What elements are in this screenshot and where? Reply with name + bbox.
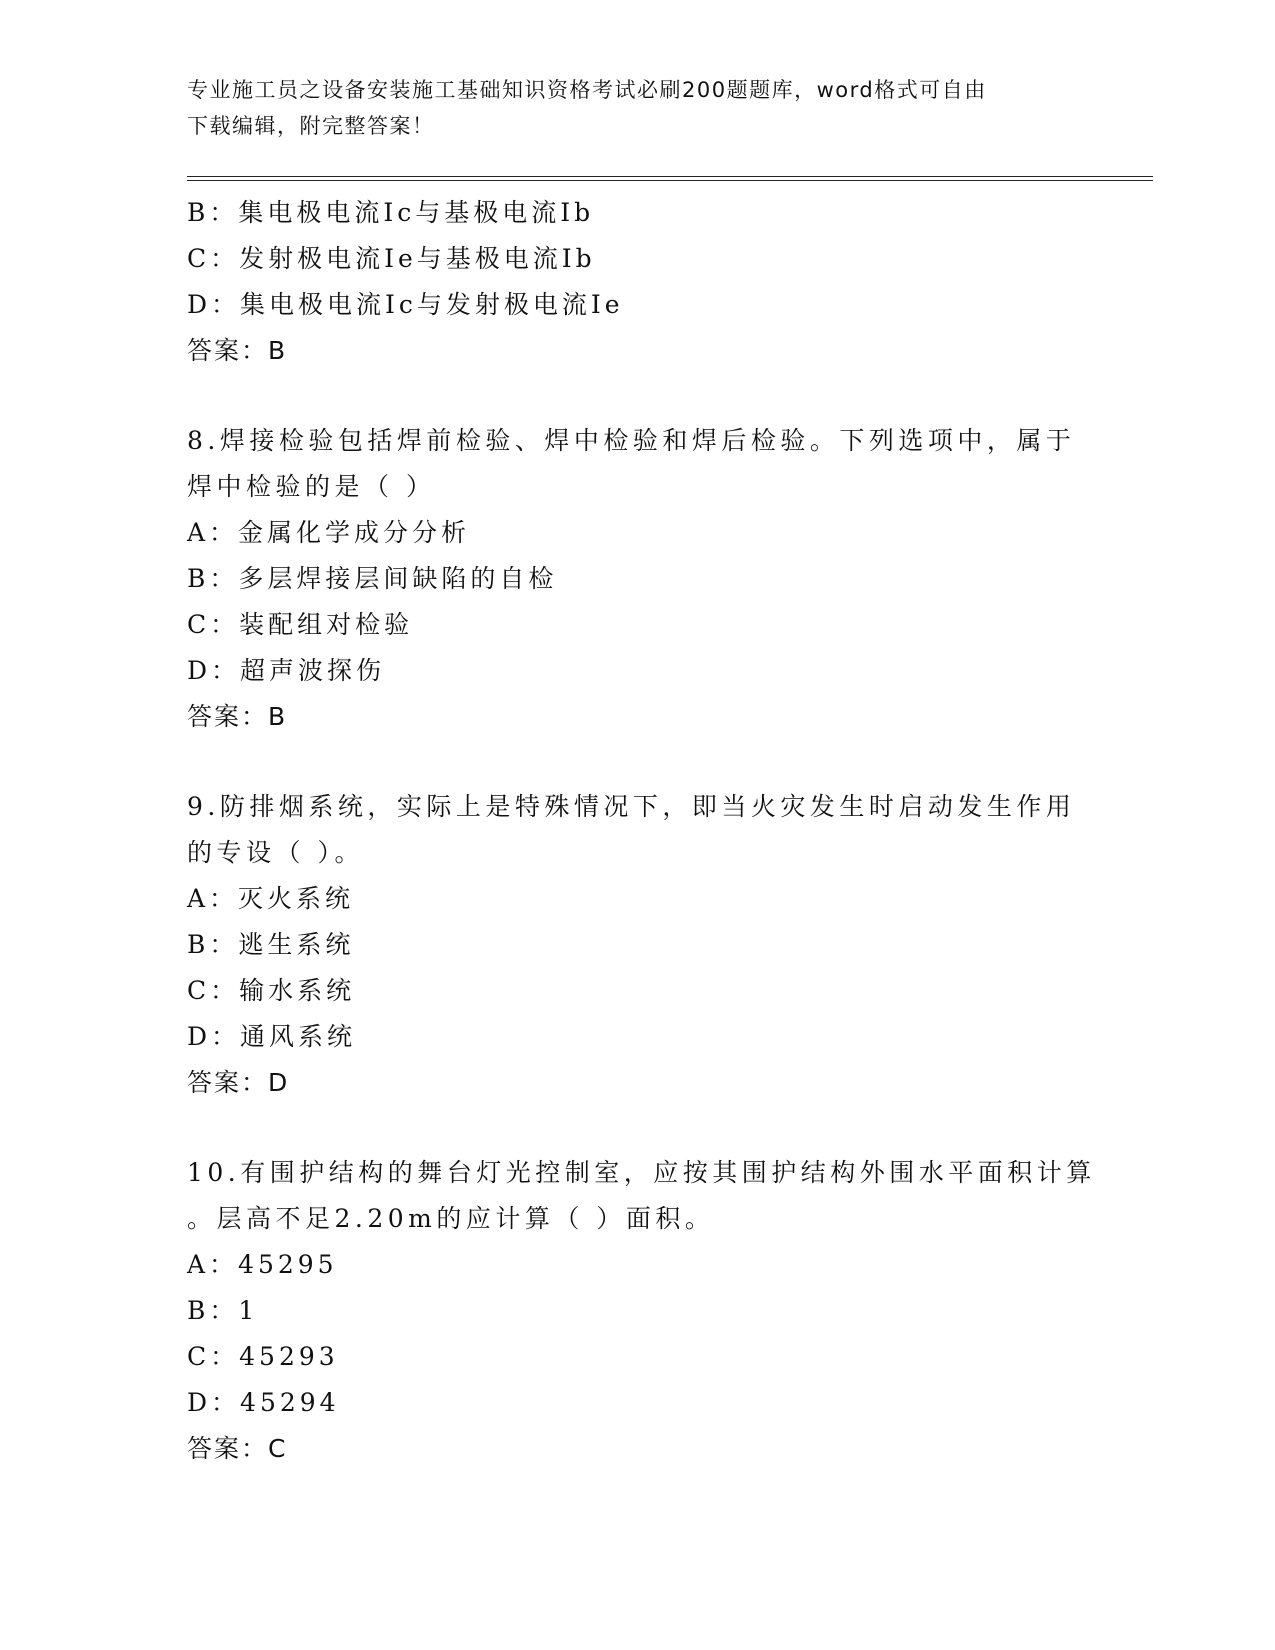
option-a: A：45295: [187, 1250, 338, 1279]
option-d: D：集电极电流Ic与发射极电流Ie: [187, 290, 624, 319]
option-a: A：灭火系统: [187, 884, 355, 913]
document-header: [187, 72, 1087, 144]
question-stem-line-2: 的专设（ ）。: [187, 838, 364, 867]
option-a: A：金属化学成分分析: [187, 518, 471, 547]
question-stem-line-1: 9.防排烟系统，实际上是特殊情况下，即当火灾发生时启动发生作用: [187, 792, 1076, 821]
question-stem-line-1: 8.焊接检验包括焊前检验、焊中检验和焊后检验。下列选项中，属于: [187, 426, 1076, 455]
question-stem-line-2: 。层高不足2.20m的应计算（ ）面积。: [187, 1204, 715, 1233]
header-divider-top: [187, 176, 1153, 177]
answer-line: 答案：B: [187, 702, 288, 731]
spacer: [187, 740, 1087, 784]
answer-line: 答案：D: [187, 1068, 290, 1097]
option-b: B：多层焊接层间缺陷的自检: [187, 564, 558, 593]
header-line-1: 专业施工员之设备安装施工基础知识资格考试必刷200题题库，word格式可自由: [187, 78, 987, 102]
option-d: D：超声波探伤: [187, 656, 386, 685]
option-b: B：集电极电流Ic与基极电流Ib: [187, 198, 595, 227]
option-d: D：45294: [187, 1388, 340, 1417]
header-line-2: 下载编辑，附完整答案！: [187, 114, 435, 138]
header-divider: [187, 176, 1153, 182]
question-10: [187, 1150, 1096, 1472]
question-stem-line-2: 焊中检验的是（ ）: [187, 472, 436, 501]
option-d: D：通风系统: [187, 1022, 357, 1051]
option-b: B：逃生系统: [187, 930, 355, 959]
spacer: [187, 1106, 1087, 1150]
answer-line: 答案：B: [187, 336, 288, 365]
question-8: [187, 418, 1087, 740]
question-9: [187, 784, 1087, 1106]
question-list: [187, 190, 1096, 1472]
question-stem-line-1: 10.有围护结构的舞台灯光控制室，应按其围护结构外围水平面积计算: [187, 1158, 1096, 1187]
spacer: [187, 374, 1087, 418]
header-divider-bottom: [187, 180, 1153, 181]
option-c: C：装配组对检验: [187, 610, 414, 639]
option-c: C：45293: [187, 1342, 339, 1371]
option-b: B：1: [187, 1296, 259, 1325]
option-c: C：输水系统: [187, 976, 356, 1005]
option-c: C：发射极电流Ie与基极电流Ib: [187, 244, 596, 273]
question-7-continued: [187, 190, 1087, 374]
answer-line: 答案：C: [187, 1434, 288, 1463]
